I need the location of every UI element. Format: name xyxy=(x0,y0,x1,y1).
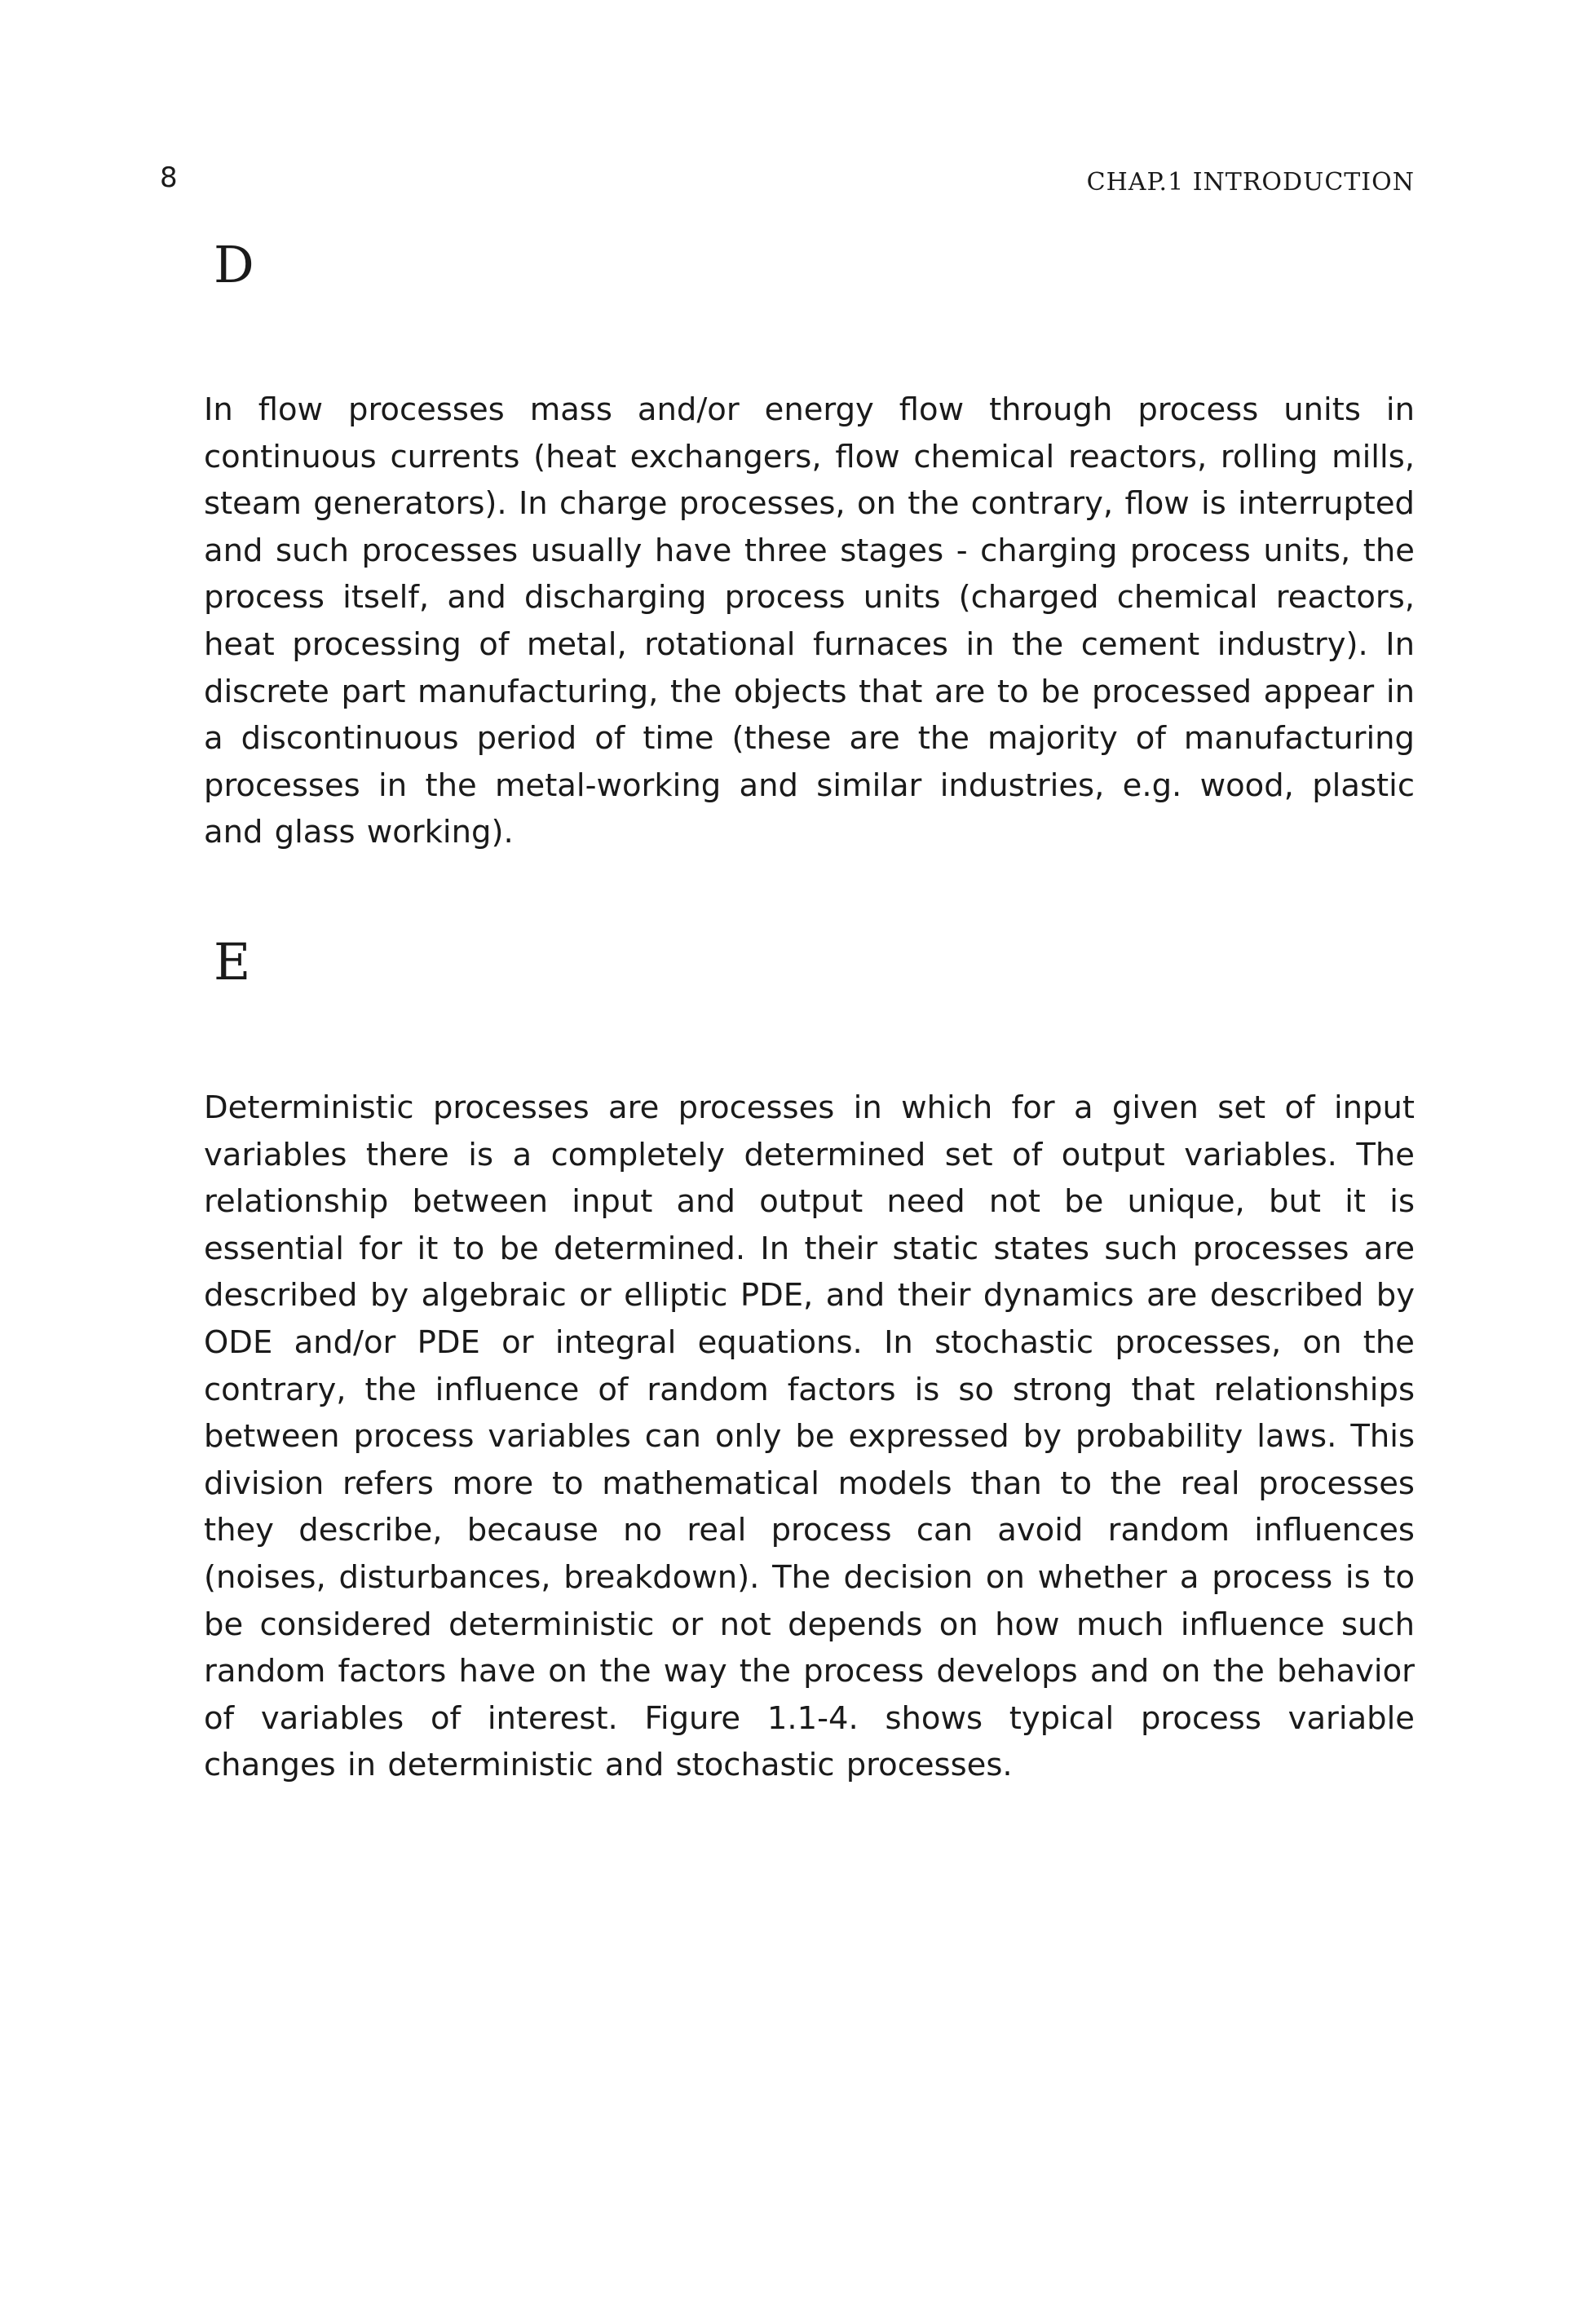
running-head: CHAP.1 INTRODUCTION xyxy=(1086,168,1415,197)
page-number: 8 xyxy=(160,161,178,194)
paragraph-flow-processes: In flow processes mass and/or energy flow through process units in continuous currents (heat exchangers, flow chemical reactors, rolling mills, steam generators). In charge processes, on the contrary, flow is interrupted and such processes usually have three stages - charging process units, the process itself, and discharging process units (charged chemical reactors, heat processing of metal, rotational furnaces in the cement industry). In discrete part manufacturing, the objects that are to be processed appear in a discontinuous period of time (these are the majority of manufacturing processes in the metal-working and similar industries, e.g. wood, plastic and glass working). xyxy=(204,391,1415,851)
section-letter-e: E xyxy=(214,932,251,992)
section-letter-d: D xyxy=(214,235,254,294)
paragraph-deterministic-processes: Deterministic processes are processes in which for a given set of input variables there is a completely determined set of output variables. The relationship between input and output need not be unique, but it is essential for it to be determined. In their static states such processes are described by algebraic or elliptic PDE, and their dynamics are described by ODE and/or PDE or integral equations. In stochastic processes, on the contrary, the influence of random factors is so strong that relationships between process variables can only be expressed by probability laws. This division refers more to mathematical models than to the real processes they describe, because no real process can avoid random influences (noises, disturbances, breakdown). The decision on whether a process is to be considered deterministic or not depends on how much influence such random factors have on the way the process develops and on the behavior of variables of interest. Figure 1.1-4. shows typical process variable changes in deterministic and stochastic processes. xyxy=(204,1089,1415,1784)
